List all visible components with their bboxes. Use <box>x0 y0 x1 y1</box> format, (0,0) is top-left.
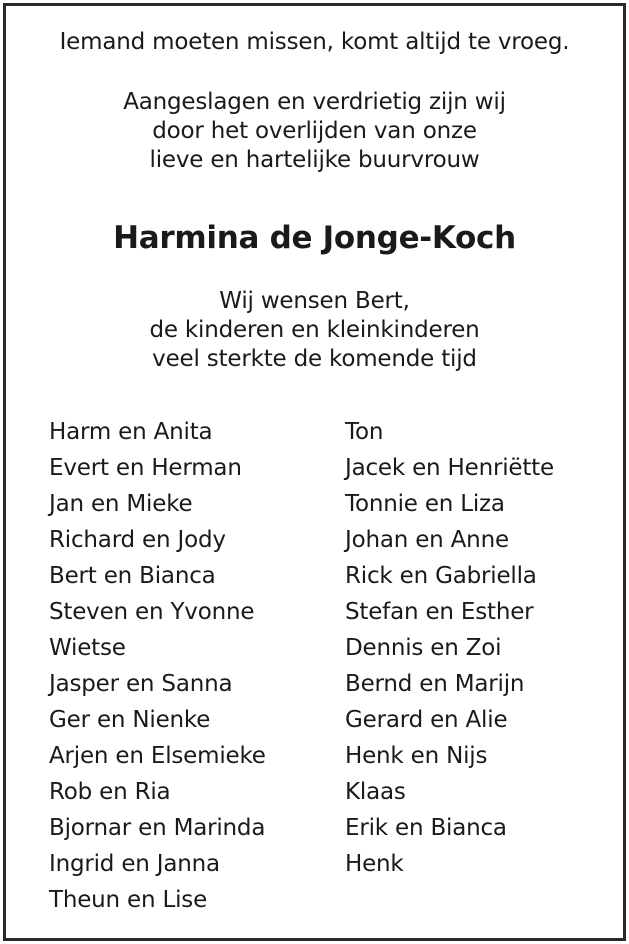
signer-name: Bjornar en Marinda <box>49 815 266 841</box>
signer-name: Bernd en Marijn <box>345 671 525 697</box>
motto: Iemand moeten missen, komt altijd te vroeg. <box>59 29 570 55</box>
signer-name: Jan en Mieke <box>49 491 193 517</box>
intro-line: door het overlijden van onze <box>152 118 477 144</box>
signer-name: Henk <box>345 851 404 877</box>
signer-name: Stefan en Esther <box>345 599 534 625</box>
signer-name: Johan en Anne <box>345 527 509 553</box>
signer-name: Jacek en Henriëtte <box>345 455 554 481</box>
signer-name: Gerard en Alie <box>345 707 508 733</box>
signer-name: Klaas <box>345 779 406 805</box>
wish-line: veel sterkte de komende tijd <box>152 346 477 372</box>
signer-name: Erik en Bianca <box>345 815 507 841</box>
signers-left-column <box>49 414 266 918</box>
intro-line: Aangeslagen en verdrietig zijn wij <box>123 89 506 115</box>
signer-name: Ton <box>345 419 384 445</box>
wish-line: de kinderen en kleinkinderen <box>149 317 480 343</box>
signer-name: Theun en Lise <box>49 887 208 913</box>
wish-text <box>0 287 629 374</box>
signer-name: Rob en Ria <box>49 779 171 805</box>
signer-name: Dennis en Zoi <box>345 635 502 661</box>
intro-text <box>0 88 629 175</box>
intro-line: lieve en hartelijke buurvrouw <box>149 147 480 173</box>
signer-name: Ger en Nienke <box>49 707 211 733</box>
signer-name: Steven en Yvonne <box>49 599 255 625</box>
signer-name: Evert en Herman <box>49 455 242 481</box>
signer-name: Henk en Nijs <box>345 743 488 769</box>
signer-name: Arjen en Elsemieke <box>49 743 266 769</box>
signer-name: Wietse <box>49 635 126 661</box>
signer-name: Jasper en Sanna <box>49 671 233 697</box>
signer-name: Bert en Bianca <box>49 563 216 589</box>
signer-name: Ingrid en Janna <box>49 851 220 877</box>
signer-name: Richard en Jody <box>49 527 226 553</box>
signer-name: Harm en Anita <box>49 419 213 445</box>
deceased-name: Harmina de Jonge-Koch <box>113 220 516 256</box>
signer-name: Rick en Gabriella <box>345 563 537 589</box>
signers-right-column <box>345 414 554 882</box>
signer-name: Tonnie en Liza <box>345 491 505 517</box>
wish-line: Wij wensen Bert, <box>219 288 410 314</box>
